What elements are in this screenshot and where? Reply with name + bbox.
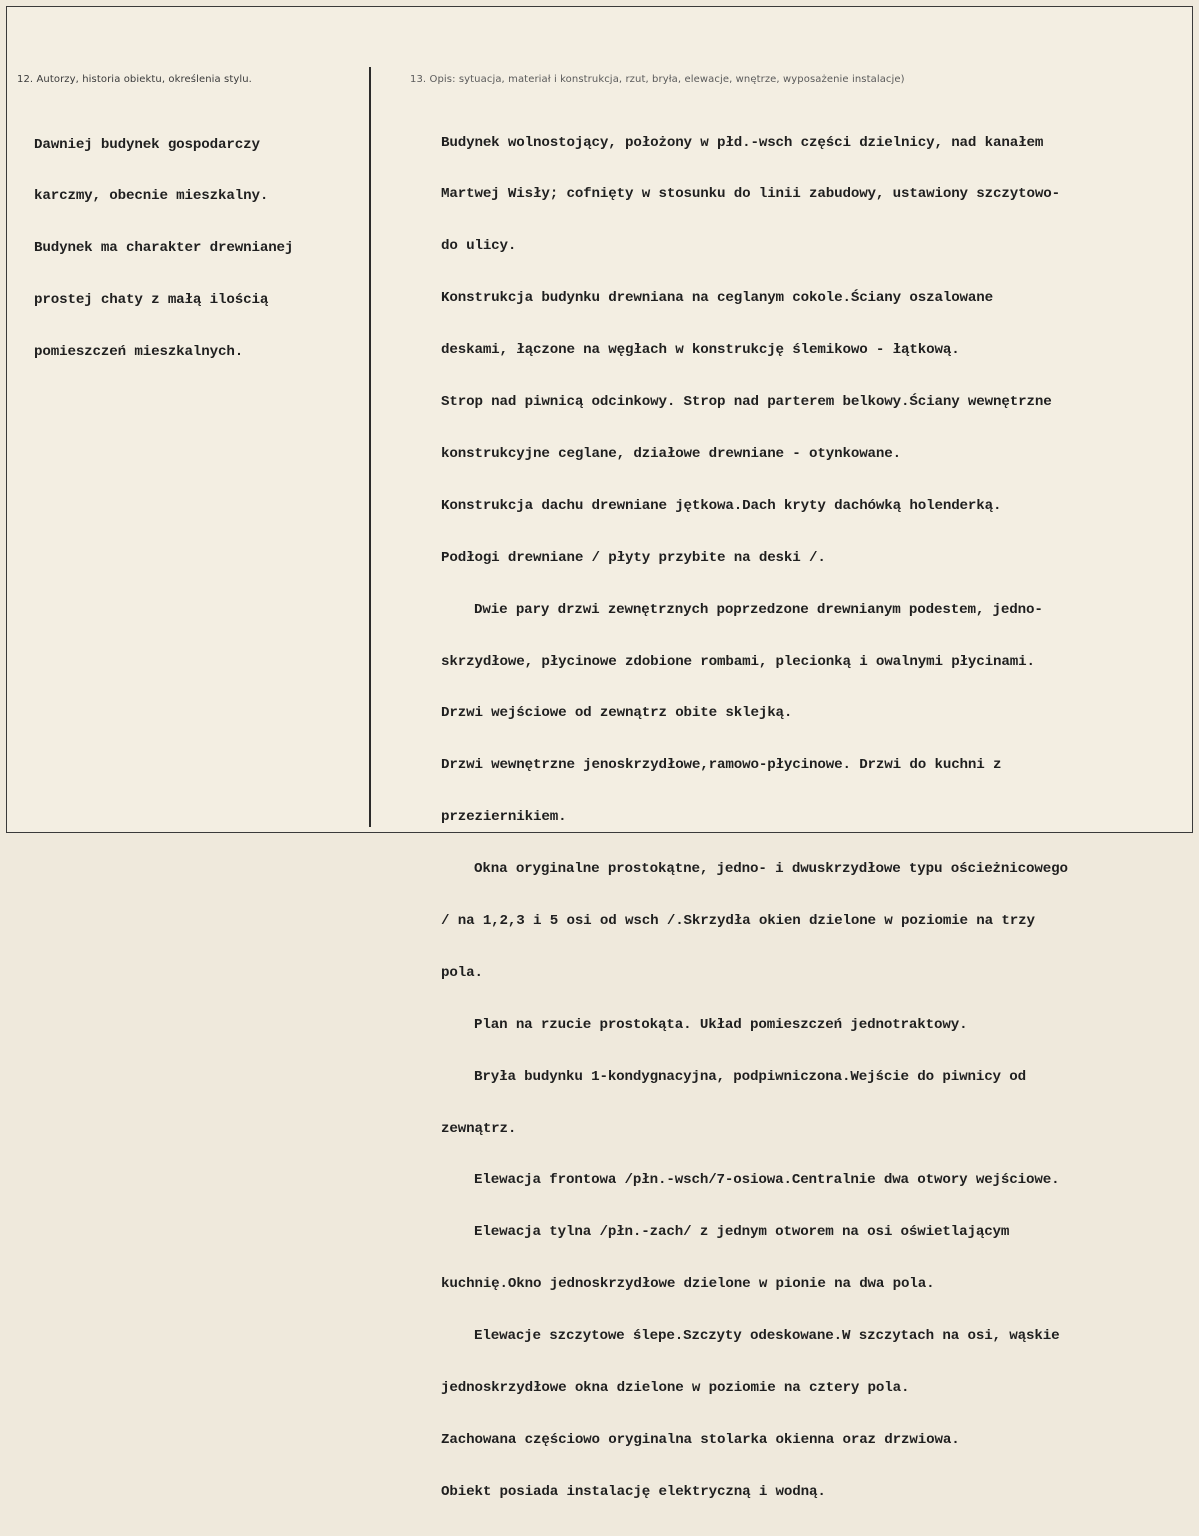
text-line: Elewacja tylna /płn.-zach/ z jednym otworem na osi oświetlającym [474, 1224, 1010, 1241]
text-line: Budynek wolnostojący, położony w płd.-wsch części dzielnicy, nad kanałem [441, 134, 1044, 151]
text-line: przeziernikiem. [441, 809, 567, 826]
text-line: Okna oryginalne prostokątne, jedno- i dwuskrzydłowe typu ościeżnicowego [474, 861, 1068, 878]
text-line: zewnątrz. [441, 1120, 517, 1137]
text-line: konstrukcyjne ceglane, działowe drewniane - otynkowane. [441, 445, 902, 462]
text-line: pomieszczeń mieszkalnych. [34, 344, 244, 361]
text-line: prostej chaty z małą ilością [34, 292, 269, 309]
text-line: / na 1,2,3 i 5 osi od wsch /.Skrzydła okien dzielone w poziomie na trzy [441, 912, 1035, 929]
text-line: Elewacje szczytowe ślepe.Szczyty odeskowane.W szczytach na osi, wąskie [474, 1328, 1060, 1345]
section-13-text [441, 100, 1068, 1536]
text-line: Zachowana częściowo oryginalna stolarka okienna oraz drzwiowa. [441, 1431, 960, 1448]
text-line: jednoskrzydłowe okna dzielone w poziomie na cztery pola. [441, 1379, 910, 1396]
text-line: Obiekt posiada instalację elektryczną i wodną. [441, 1483, 826, 1500]
section-12-text [34, 102, 293, 396]
record-card [6, 6, 1193, 1500]
text-line: Bryła budynku 1-kondygnacyjna, podpiwniczona.Wejście do piwnicy od [474, 1068, 1027, 1085]
text-line: do ulicy. [441, 238, 517, 255]
text-line: Konstrukcja dachu drewniane jętkowa.Dach kryty dachówką holenderką. [441, 497, 1002, 514]
text-line: deskami, łączone na węgłach w konstrukcję ślemikowo - łątkową. [441, 342, 960, 359]
text-line: Konstrukcja budynku drewniana na ceglanym cokole.Ściany oszalowane [441, 290, 994, 307]
text-line: kuchnię.Okno jednoskrzydłowe dzielone w pionie na dwa pola. [441, 1276, 935, 1293]
text-line: Podłogi drewniane / płyty przybite na deski /. [441, 549, 826, 566]
text-line: Martwej Wisły; cofnięty w stosunku do linii zabudowy, ustawiony szczytowo- [441, 186, 1060, 203]
text-line: Plan na rzucie prostokąta. Układ pomieszczeń jednotraktowy. [474, 1016, 968, 1033]
text-line: Strop nad piwnicą odcinkowy. Strop nad parterem belkowy.Ściany wewnętrzne [441, 394, 1052, 411]
text-line: Dwie pary drzwi zewnętrznych poprzedzone drewnianym podestem, jedno- [474, 601, 1043, 618]
section-12-header: 12. Autorzy, historia obiektu, określenia stylu. [17, 74, 252, 85]
text-line: skrzydłowe, płycinowe zdobione rombami, plecionką i owalnymi płycinami. [441, 653, 1035, 670]
text-line: Drzwi wewnętrzne jenoskrzydłowe,ramowo-płycinowe. Drzwi do kuchni z [441, 757, 1002, 774]
text-line: pola. [441, 964, 483, 981]
text-line: Drzwi wejściowe od zewnątrz obite sklejką. [441, 705, 793, 722]
text-line: karczmy, obecnie mieszkalny. [34, 188, 269, 205]
text-line: Elewacja frontowa /płn.-wsch/7-osiowa.Centralnie dwa otwory wejściowe. [474, 1172, 1060, 1189]
section-13-header: 13. Opis: sytuacja, materiał i konstrukcja, rzut, bryła, elewacje, wnętrze, wyposażenie instalacje) [410, 74, 905, 85]
text-line: Dawniej budynek gospodarczy [34, 136, 260, 153]
text-line: Budynek ma charakter drewnianej [34, 240, 294, 257]
column-divider [369, 67, 371, 827]
